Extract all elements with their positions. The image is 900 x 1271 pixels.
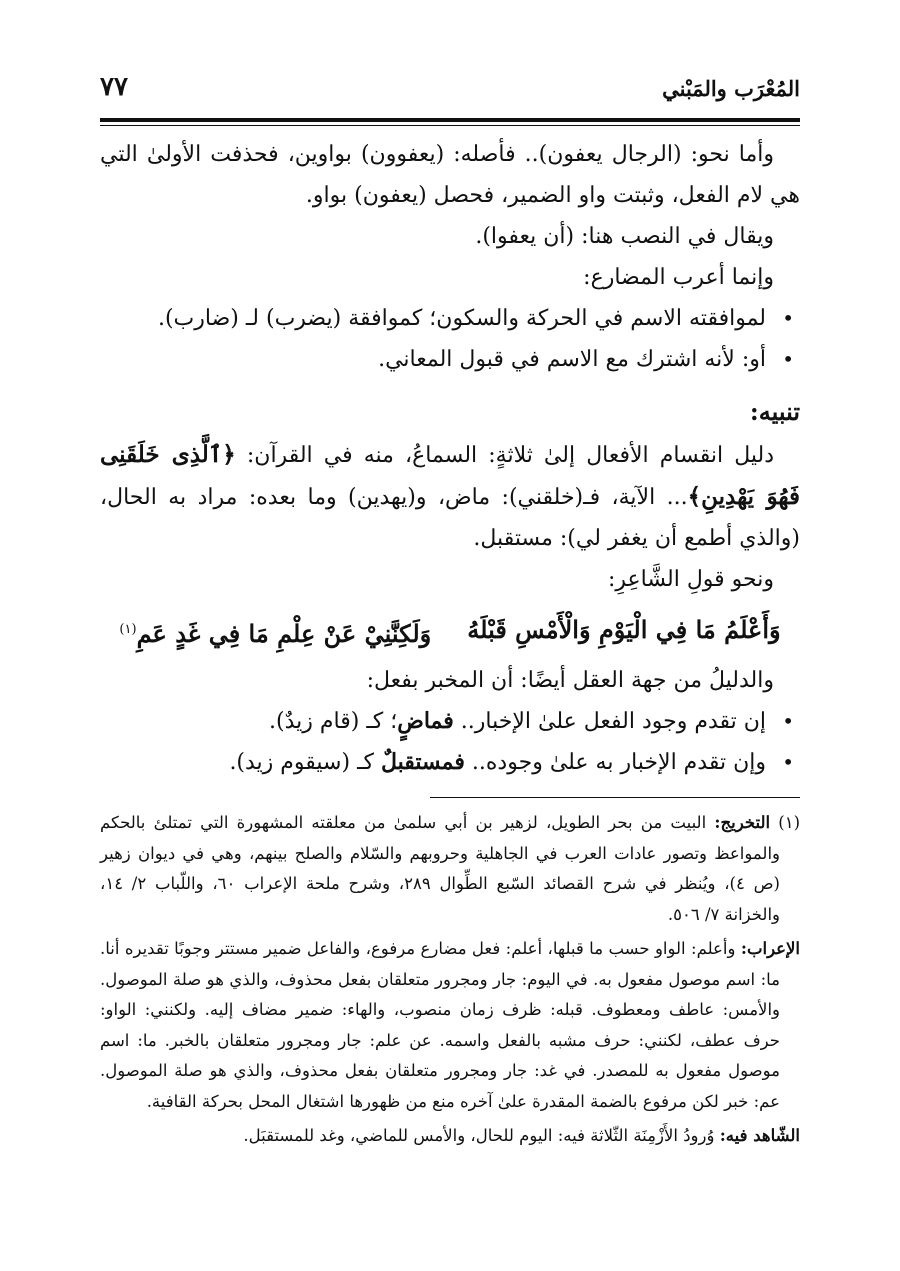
bullet-list-2 bbox=[100, 701, 800, 783]
section-heading: تنبيه: bbox=[749, 397, 800, 426]
bullet-item: • أو: لأنه اشترك مع الاسم في قبول المعاني. bbox=[100, 339, 800, 380]
footnote-separator bbox=[430, 797, 800, 798]
takhrij-label: التخريج: bbox=[714, 813, 771, 832]
book-page bbox=[100, 60, 800, 1152]
i3rab-block bbox=[100, 934, 800, 1117]
header-rule-thin bbox=[100, 125, 800, 126]
hemistich-first: وَأَعْلَمُ مَا فِي الْيَوْمِ وَالْأَمْسِ قَبْلَهُ bbox=[467, 615, 781, 644]
main-text bbox=[100, 134, 800, 783]
paragraph-6: والدليلُ من جهة العقل أيضًا: أن المخبر بفعل: bbox=[366, 668, 774, 693]
shahid-block bbox=[100, 1121, 800, 1152]
running-header bbox=[100, 60, 800, 110]
paragraph-1: وأما نحو: (الرجال يعفون).. فأصله: (يعفوون) بواوين، فحذفت الأولىٰ التي هي لام الفعل، وثبتت واو الضمير، فحصل (يعفون) بواو. bbox=[100, 142, 800, 208]
paragraph-4-intro: دليل انقسام الأفعال إلىٰ ثلاثةٍ: السماعُ، منه في القرآن: bbox=[246, 443, 775, 468]
paragraph-5: ونحو قولِ الشَّاعِرِ: bbox=[608, 567, 774, 592]
bullet-item: • وإن تقدم الإخبار به علىٰ وجوده.. فمستقبلٌ كـ (سيقوم زيد). bbox=[100, 742, 800, 783]
bold-term: فماضٍ bbox=[397, 708, 454, 734]
paragraph-4 bbox=[100, 434, 800, 559]
footnote-number: (١) bbox=[778, 813, 801, 832]
quran-verse: ﴿ٱلَّذِى خَلَقَنِى فَهُوَ يَهْدِينِ﴾ bbox=[100, 441, 800, 510]
shahid-text: وُرودُ الأَزْمِنَة الثّلاثة فيه: اليوم للحال، والأمس للماضي، وغد للمستقبَل. bbox=[243, 1126, 715, 1145]
bold-term: فمستقبلٌ bbox=[380, 749, 465, 775]
running-title: المُعْرَب والمَبْني bbox=[662, 76, 800, 101]
page-number: ٧٧ bbox=[100, 72, 128, 102]
footnote-1 bbox=[100, 808, 800, 930]
bullet-list-1 bbox=[100, 298, 800, 380]
i3rab-label: الإعراب: bbox=[740, 939, 801, 958]
footnote-ref: (١) bbox=[119, 622, 137, 637]
paragraph-3: وإنما أعرب المضارع: bbox=[583, 265, 774, 290]
header-rule-thick bbox=[100, 118, 800, 122]
i3rab-text: وأعلم: الواو حسب ما قبلها، أعلم: فعل مضارع مرفوع، والفاعل ضمير مستتر وجوبًا تقديره أنا. ما: اسم موصول مفعول به. في اليوم: جار ومجرور متعلقان بفعل محذوف، والذي هو صلة الموصول. والأمس: عاطف ومعطوف. قبله: ظرف زمان منصوب، والهاء: ضمير مضاف إليه. ولكنني: الواو: حرف عطف، لكنني: حرف مشبه بالفعل واسمه. عن علم: جار ومجرور متعلقان بالخبر. ما: اسم موصول مفعول به للمصدر. في غد: جار ومجرور متعلقان بفعل محذوف، والذي هو صلة الموصول. عم: خبر لكن مرفوع بالضمة المقدرة علىٰ آخره منع من ظهورها اشتغال المحل بحركة القافية. bbox=[100, 939, 780, 1111]
hemistich-second: وَلَكِنَّنِيْ عَنْ عِلْمِ مَا فِي غَدٍ عَمِ$^{(١)}$ bbox=[119, 619, 432, 648]
shahid-label: الشّاهد فيه: bbox=[719, 1126, 800, 1145]
paragraph-2: ويقال في النصب هنا: (أن يعفوا). bbox=[475, 224, 774, 249]
footnotes bbox=[100, 808, 800, 1152]
poem-verse bbox=[100, 604, 800, 660]
bullet-item: • إن تقدم وجود الفعل علىٰ الإخبار.. فماضٍ؛ كـ (قام زيدٌ). bbox=[100, 701, 800, 742]
takhrij-text: البيت من بحر الطويل، لزهير بن أبي سلمىٰ من معلقته المشهورة التي تمتلئ بالحكم والمواعظ وتصور عادات العرب في الجاهلية وحروبهم والسّلام والصلح بينهم، وهي في ديوان زهير (ص ٤)، ويُنظر في شرح القصائد السّبع الطِّوال ٢٨٩، وشرح ملحة الإعراب ٦٠، واللّباب ٢/ ١٤، والخزانة ٧/ ٥٠٦. bbox=[100, 813, 780, 924]
bullet-item: • لموافقته الاسم في الحركة والسكون؛ كموافقة (يضرب) لـ (ضارب). bbox=[100, 298, 800, 339]
paragraph-4-rest: ... الآية، فـ(خلقني): ماض، و(يهدين) وما بعده: مراد به الحال، (والذي أطمع أن يغفر لي): مستقبل. bbox=[100, 485, 800, 551]
